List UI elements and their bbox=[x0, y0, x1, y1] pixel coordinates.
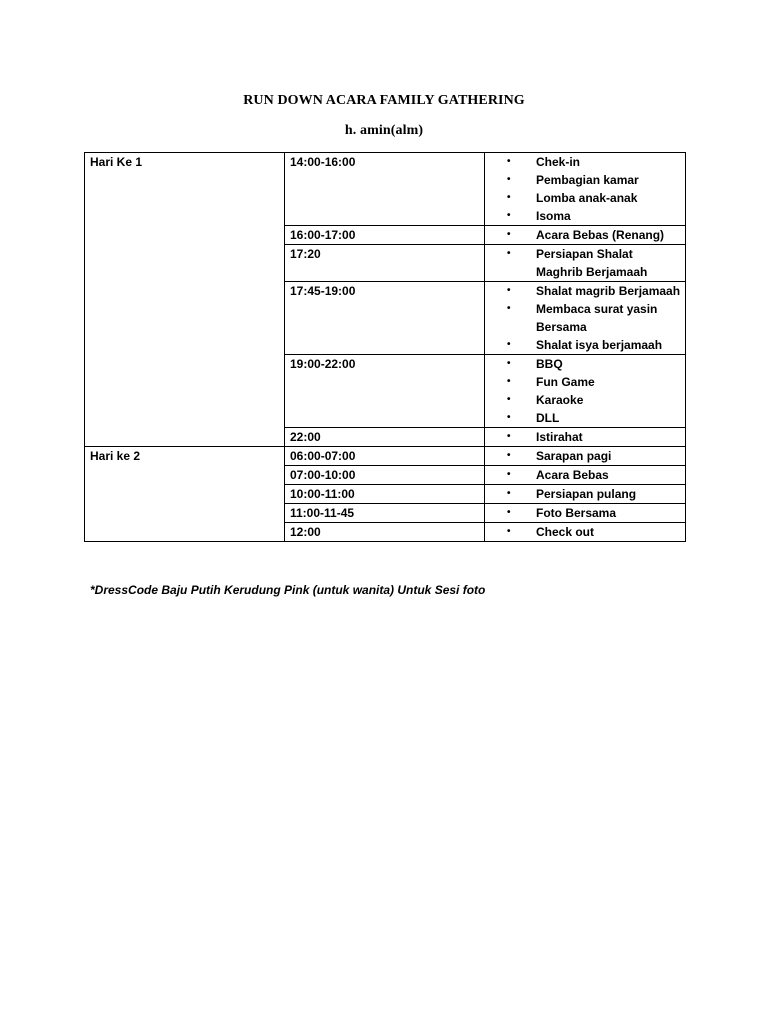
activity-list bbox=[485, 282, 685, 354]
activity-cell bbox=[485, 466, 686, 485]
activity-text: Foto Bersama bbox=[536, 506, 617, 520]
activity-item bbox=[485, 226, 685, 244]
activity-cell bbox=[485, 523, 686, 542]
activity-cell bbox=[485, 485, 686, 504]
bullet-icon: • bbox=[507, 285, 511, 296]
activity-text: Fun Game bbox=[536, 375, 595, 389]
time-slot: 17:20 bbox=[285, 245, 485, 282]
activity-cell bbox=[485, 428, 686, 447]
activity-item bbox=[485, 523, 685, 541]
activity-item bbox=[485, 245, 685, 281]
bullet-icon: • bbox=[507, 174, 511, 185]
activity-text: Shalat magrib Berjamaah bbox=[536, 284, 681, 298]
bullet-icon: • bbox=[507, 248, 511, 259]
table-row bbox=[85, 447, 686, 466]
activity-item bbox=[485, 282, 685, 300]
activity-text: Acara Bebas (Renang) bbox=[536, 228, 665, 242]
document-title: RUN DOWN ACARA FAMILY GATHERING bbox=[243, 93, 525, 108]
activity-item bbox=[485, 300, 685, 336]
bullet-icon: • bbox=[507, 192, 511, 203]
time-slot: 07:00-10:00 bbox=[285, 466, 485, 485]
activity-text: Membaca surat yasin Bersama bbox=[536, 302, 658, 334]
activity-list bbox=[485, 226, 685, 244]
time-slot: 12:00 bbox=[285, 523, 485, 542]
activity-item bbox=[485, 171, 685, 189]
bullet-icon: • bbox=[507, 303, 511, 314]
bullet-icon: • bbox=[507, 507, 511, 518]
bullet-icon: • bbox=[507, 526, 511, 537]
activity-list bbox=[485, 245, 685, 281]
time-slot: 10:00-11:00 bbox=[285, 485, 485, 504]
activity-cell bbox=[485, 245, 686, 282]
activity-text: Pembagian kamar bbox=[536, 173, 639, 187]
activity-text: Acara Bebas bbox=[536, 468, 609, 482]
bullet-icon: • bbox=[507, 358, 511, 369]
activity-list bbox=[485, 355, 685, 427]
dresscode-note: *DressCode Baju Putih Kerudung Pink (untuk wanita) Untuk Sesi foto bbox=[90, 583, 486, 597]
activity-item bbox=[485, 485, 685, 503]
rundown-table bbox=[84, 152, 686, 542]
time-slot: 11:00-11-45 bbox=[285, 504, 485, 523]
bullet-icon: • bbox=[507, 339, 511, 350]
activity-text: Check out bbox=[536, 525, 595, 539]
activity-text: Chek-in bbox=[536, 155, 581, 169]
activity-text: Lomba anak-anak bbox=[536, 191, 638, 205]
bullet-icon: • bbox=[507, 450, 511, 461]
activity-item bbox=[485, 189, 685, 207]
bullet-icon: • bbox=[507, 488, 511, 499]
activity-cell bbox=[485, 153, 686, 226]
activity-item bbox=[485, 409, 685, 427]
activity-item bbox=[485, 336, 685, 354]
activity-item bbox=[485, 391, 685, 409]
day-label: Hari Ke 1 bbox=[85, 153, 285, 447]
bullet-icon: • bbox=[507, 469, 511, 480]
time-slot: 14:00-16:00 bbox=[285, 153, 485, 226]
activity-item bbox=[485, 373, 685, 391]
bullet-icon: • bbox=[507, 229, 511, 240]
bullet-icon: • bbox=[507, 376, 511, 387]
activity-item bbox=[485, 428, 685, 446]
time-slot: 06:00-07:00 bbox=[285, 447, 485, 466]
table-row bbox=[85, 153, 686, 226]
activity-list bbox=[485, 428, 685, 446]
time-slot: 17:45-19:00 bbox=[285, 282, 485, 355]
activity-list bbox=[485, 523, 685, 541]
activity-item bbox=[485, 355, 685, 373]
day-label: Hari ke 2 bbox=[85, 447, 285, 542]
bullet-icon: • bbox=[507, 431, 511, 442]
activity-item bbox=[485, 447, 685, 465]
activity-cell bbox=[485, 504, 686, 523]
activity-cell bbox=[485, 355, 686, 428]
activity-text: Isoma bbox=[536, 209, 571, 223]
activity-list bbox=[485, 504, 685, 522]
bullet-icon: • bbox=[507, 394, 511, 405]
activity-item bbox=[485, 207, 685, 225]
activity-text: Sarapan pagi bbox=[536, 449, 612, 463]
activity-item bbox=[485, 504, 685, 522]
activity-text: Istirahat bbox=[536, 430, 583, 444]
activity-text: DLL bbox=[536, 411, 560, 425]
bullet-icon: • bbox=[507, 412, 511, 423]
activity-list bbox=[485, 466, 685, 484]
activity-item bbox=[485, 153, 685, 171]
activity-cell bbox=[485, 447, 686, 466]
activity-text: Karaoke bbox=[536, 393, 584, 407]
activity-list bbox=[485, 485, 685, 503]
activity-list bbox=[485, 153, 685, 225]
activity-list bbox=[485, 447, 685, 465]
activity-text: BBQ bbox=[536, 357, 563, 371]
activity-cell bbox=[485, 226, 686, 245]
activity-text: Persiapan Shalat Maghrib Berjamaah bbox=[536, 247, 648, 279]
activity-text: Shalat isya berjamaah bbox=[536, 338, 663, 352]
activity-text: Persiapan pulang bbox=[536, 487, 637, 501]
rundown-table-body bbox=[85, 153, 686, 542]
activity-cell bbox=[485, 282, 686, 355]
bullet-icon: • bbox=[507, 210, 511, 221]
time-slot: 22:00 bbox=[285, 428, 485, 447]
activity-item bbox=[485, 466, 685, 484]
time-slot: 19:00-22:00 bbox=[285, 355, 485, 428]
document-subtitle: h. amin(alm) bbox=[344, 123, 424, 138]
bullet-icon: • bbox=[507, 156, 511, 167]
time-slot: 16:00-17:00 bbox=[285, 226, 485, 245]
